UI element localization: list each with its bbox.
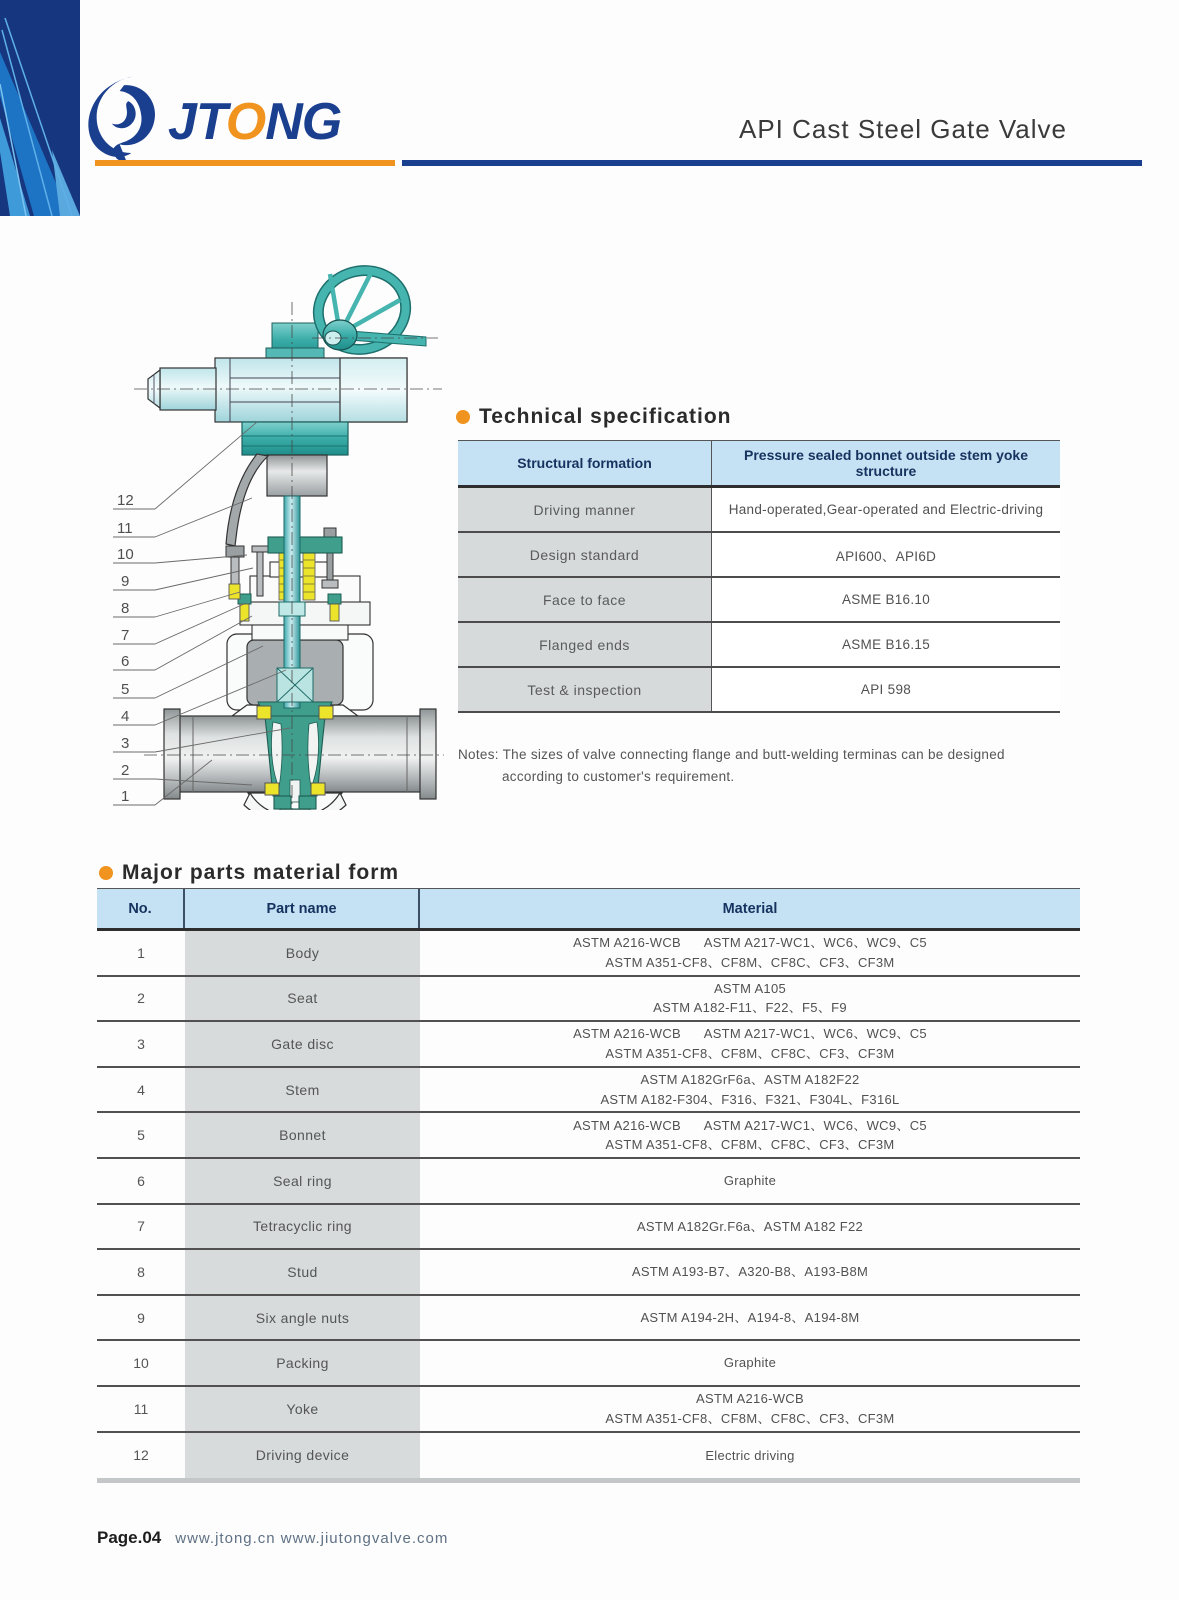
parts-col-no: No. [97, 889, 185, 928]
part-label: 10 [117, 546, 134, 563]
parts-row: 11 Yoke ASTM A216-WCB ASTM A351-CF8、CF8M、CF8C、CF3、CF3M [97, 1387, 1080, 1433]
parts-row: 9 Six angle nuts ASTM A194-2H、A194-8、A194-8M [97, 1296, 1080, 1342]
header-rule-orange [95, 160, 395, 166]
jtong-logo [88, 72, 341, 172]
parts-row: 12 Driving device Electric driving [97, 1433, 1080, 1479]
spec-row: Design standard API600、API6D [458, 533, 1060, 578]
orange-bullet-icon [99, 866, 113, 880]
parts-row: 5 Bonnet ASTM A216-WCB ASTM A217-WC1、WC6、WC9、C5 ASTM A351-CF8、CF8M、CF8C、CF3、CF3M [97, 1113, 1080, 1159]
handwheel-icon [309, 260, 426, 359]
jtong-logo-text: JTONG [168, 93, 342, 151]
part-number-labels [113, 492, 155, 805]
actuator-top-box [266, 323, 324, 359]
part-label: 5 [121, 681, 130, 698]
corner-stripes-decoration [0, 0, 80, 216]
jtong-swirl-icon [88, 72, 160, 172]
part-label: 6 [121, 653, 130, 670]
page-title: API Cast Steel Gate Valve [739, 114, 1067, 144]
stem-housing [267, 455, 327, 496]
part-label: 2 [121, 762, 130, 779]
notes-text: Notes: The sizes of valve connecting flange and butt-welding terminas can be designed according to customer's requirement. [458, 747, 1005, 784]
parts-row: 2 Seat ASTM A105 ASTM A182-F11、F22、F5、F9 [97, 977, 1080, 1023]
orange-bullet-icon [456, 410, 470, 424]
major-parts-table [97, 888, 1080, 1483]
yoke-cap [242, 422, 348, 455]
spec-header-row [458, 441, 1060, 488]
parts-row: 1 Body ASTM A216-WCB ASTM A217-WC1、WC6、WC9、C5 ASTM A351-CF8、CF8M、CF8C、CF3、CF3M [97, 931, 1080, 977]
parts-row: 8 Stud ASTM A193-B7、A320-B8、A193-B8M [97, 1250, 1080, 1296]
parts-row: 6 Seal ring Graphite [97, 1159, 1080, 1205]
parts-row: 7 Tetracyclic ring ASTM A182Gr.F6a、ASTM A182 F22 [97, 1205, 1080, 1251]
parts-row: 3 Gate disc ASTM A216-WCB ASTM A217-WC1、WC6、WC9、C5 ASTM A351-CF8、CF8M、CF8C、CF3、CF3M [97, 1022, 1080, 1068]
spec-row: Driving manner Hand-operated,Gear-operated and Electric-driving [458, 488, 1060, 533]
spec-header-col1: Structural formation [458, 441, 712, 485]
part-label: 11 [117, 520, 133, 537]
part-label: 7 [121, 627, 130, 644]
parts-header-row [97, 889, 1080, 931]
parts-row: 10 Packing Graphite [97, 1341, 1080, 1387]
parts-col-material: Material [420, 889, 1080, 928]
page-footer [97, 1528, 448, 1548]
yoke-plate [268, 537, 342, 553]
parts-row: 4 Stem ASTM A182GrF6a、ASTM A182F22 ASTM A182-F304、F316、F321、F304L、F316L [97, 1068, 1080, 1114]
footer-urls: www.jtong.cn www.jiutongvalve.com [175, 1530, 449, 1547]
spec-row: Test & inspection API 598 [458, 668, 1060, 713]
spec-row: Flanged ends ASME B16.15 [458, 623, 1060, 668]
actuator-body [148, 358, 407, 422]
technical-specification-heading: Technical specification [456, 405, 732, 429]
gate-valve-cross-section-diagram [100, 250, 460, 810]
technical-specification-table [458, 440, 1060, 713]
page-number: Page.04 [97, 1528, 162, 1547]
header-rule-blue [402, 160, 1142, 166]
major-parts-heading: Major parts material form [99, 861, 399, 885]
spec-header-col2: Pressure sealed bonnet outside stem yoke structure [712, 441, 1060, 485]
spec-row: Face to face ASME B16.10 [458, 578, 1060, 623]
parts-col-name: Part name [185, 889, 420, 928]
part-label: 9 [121, 573, 130, 590]
part-label: 1 [121, 788, 130, 805]
part-label: 8 [121, 600, 130, 617]
part-label: 12 [117, 492, 134, 509]
part-label: 3 [121, 735, 130, 752]
part-label: 4 [121, 708, 130, 725]
